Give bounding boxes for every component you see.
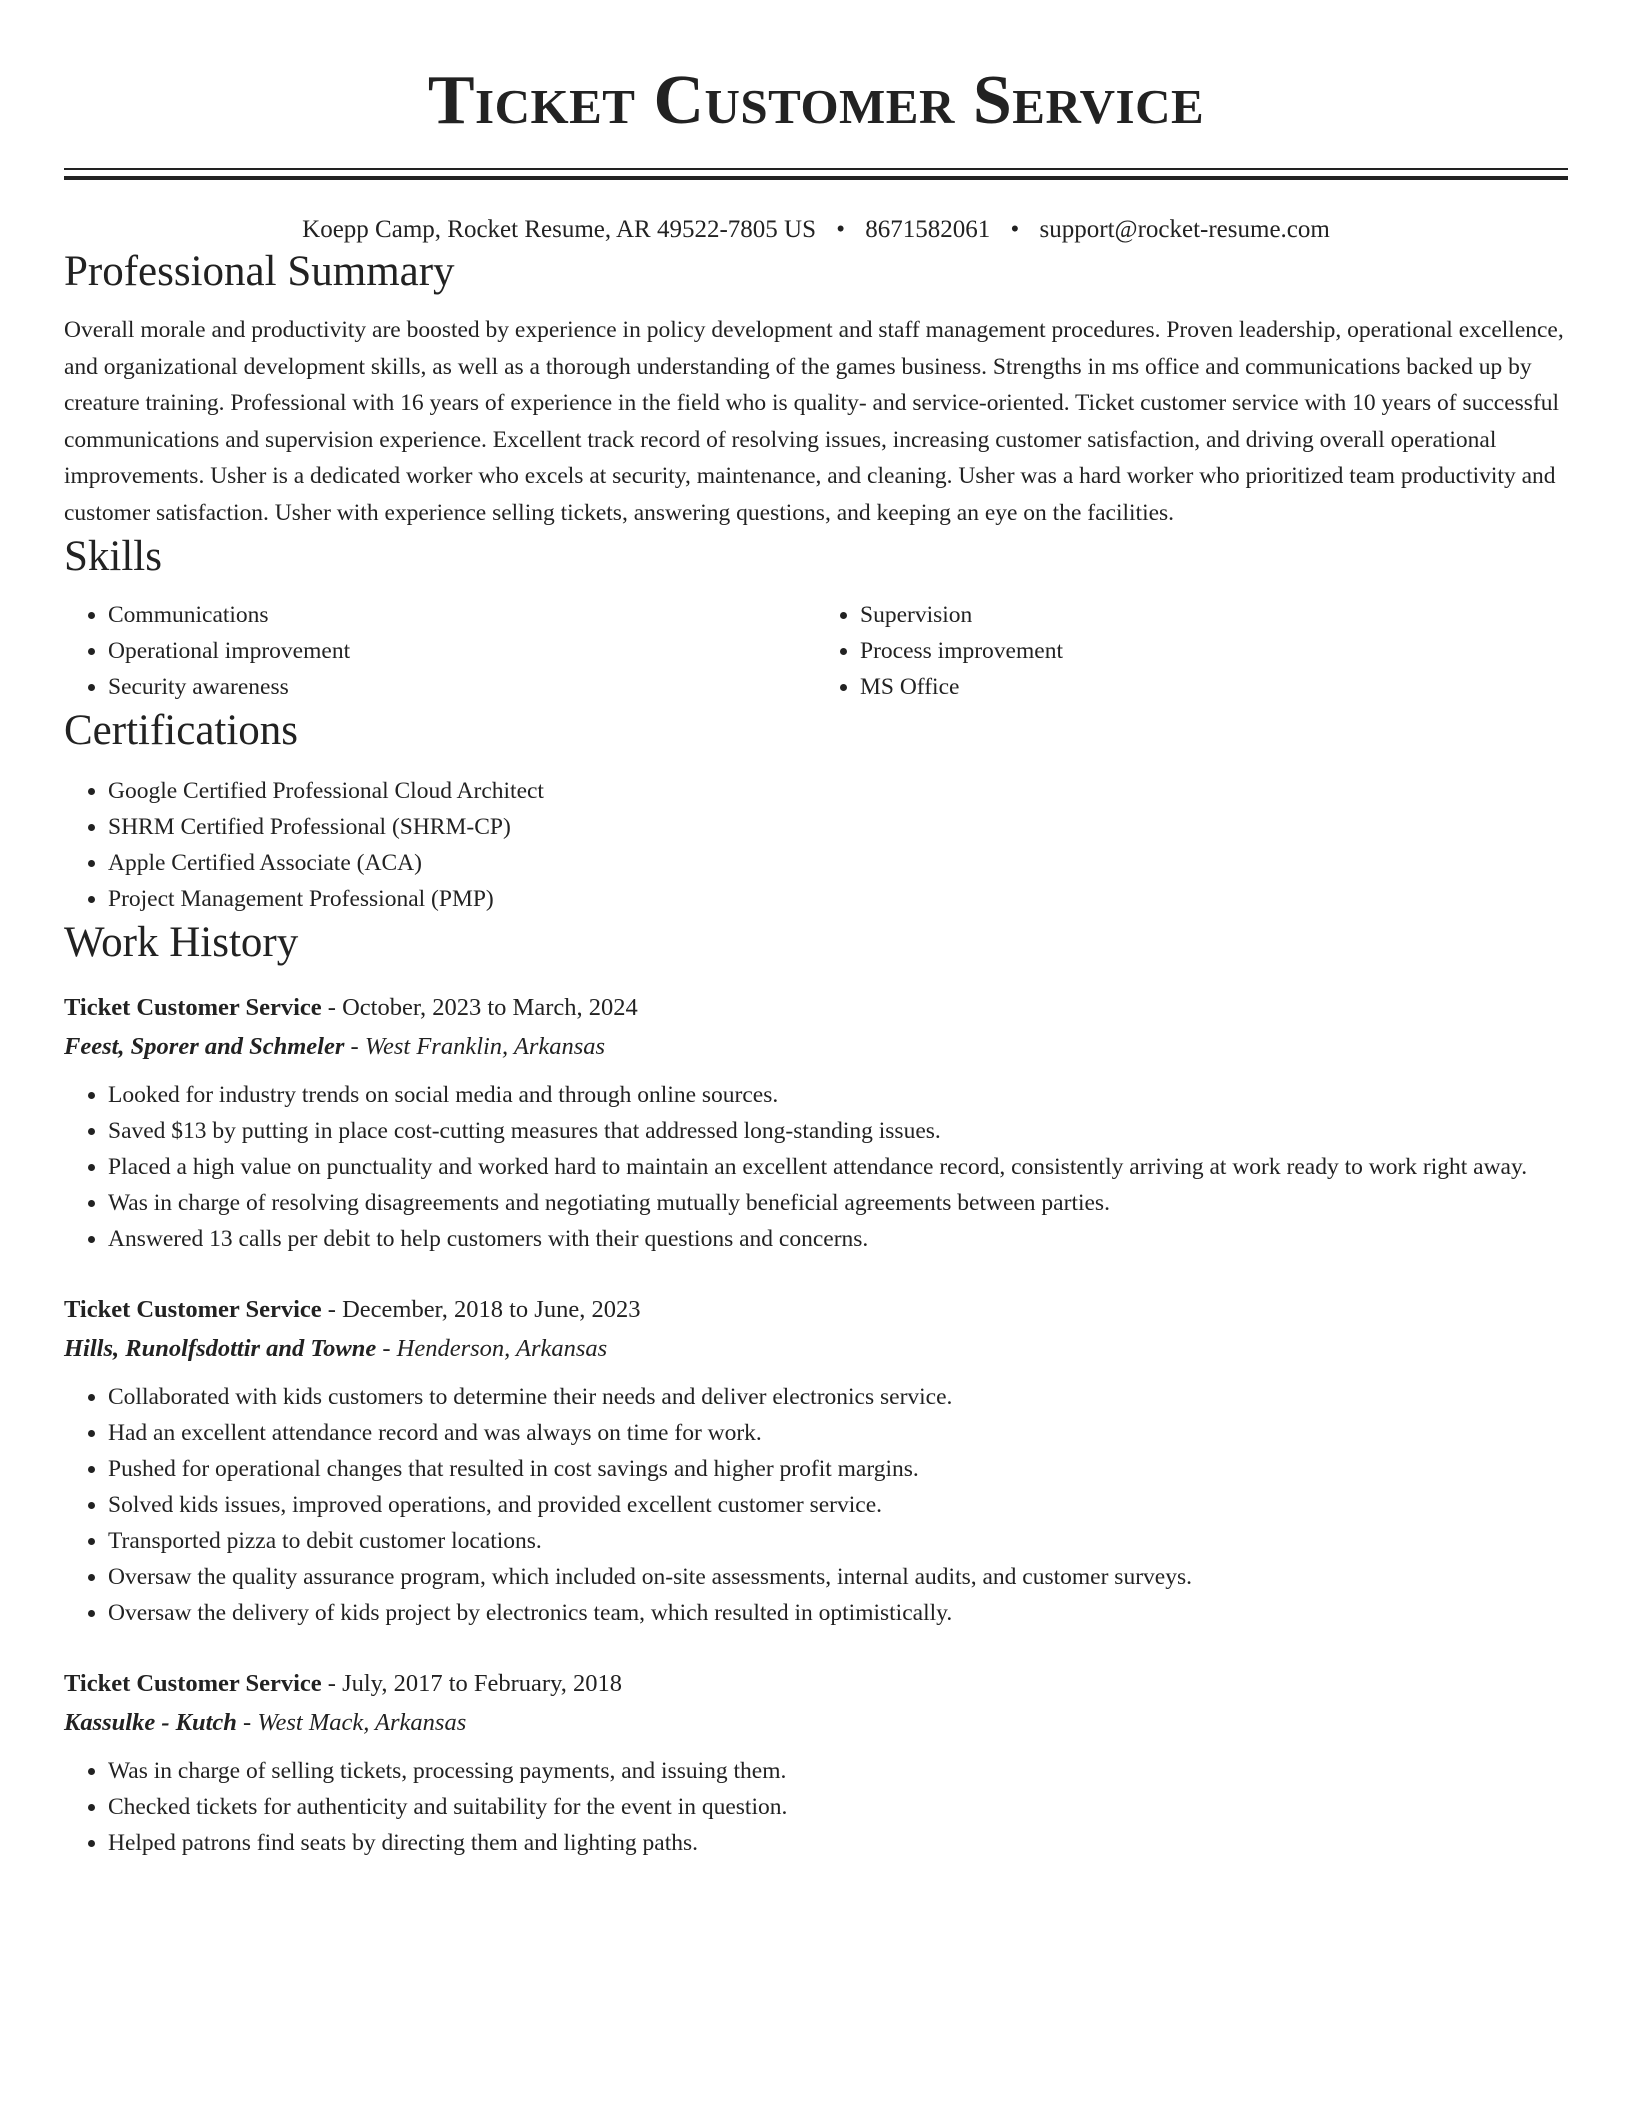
page-title: Ticket Customer Service: [427, 62, 1205, 139]
job-bullet: • Transported pizza to debit customer locations.: [108, 1523, 1568, 1559]
skill-item: • Process improvement: [860, 633, 1568, 669]
skill-item: • Operational improvement: [108, 633, 816, 669]
job-bullet: • Helped patrons find seats by directing them and lighting paths.: [108, 1825, 1568, 1861]
job-bullet: • Placed a high value on punctuality and worked hard to maintain an excellent attendance record, consistently arriving at work ready to work right away.: [108, 1149, 1568, 1185]
job-bullet: • Was in charge of selling tickets, processing payments, and issuing them.: [108, 1753, 1568, 1789]
job-bullet: • Collaborated with kids customers to determine their needs and deliver electronics service.: [108, 1379, 1568, 1415]
contact-email: support@rocket-resume.com: [1039, 216, 1330, 243]
job-bullet: • Pushed for operational changes that resulted in cost savings and higher profit margins.: [108, 1451, 1568, 1487]
contact-separator: •: [1010, 216, 1020, 243]
certifications-heading: Certifications: [64, 707, 299, 754]
job-bullets: [64, 1077, 1568, 1257]
job-bullet: • Looked for industry trends on social media and through online sources.: [108, 1077, 1568, 1113]
job-company-line: [64, 1703, 1568, 1743]
contact-phone: 8671582061: [865, 216, 991, 243]
job-bullets: [64, 1753, 1568, 1861]
summary-heading: Professional Summary: [64, 248, 455, 295]
job-bullet: • Oversaw the quality assurance program, which included on-site assessments, internal audits, and customer surveys.: [108, 1559, 1568, 1595]
job-title-line: [64, 1291, 1568, 1329]
job-bullet: • Solved kids issues, improved operations, and provided excellent customer service.: [108, 1487, 1568, 1523]
contact-separator: •: [836, 216, 846, 243]
job-bullet: • Oversaw the delivery of kids project by electronics team, which resulted in optimistically.: [108, 1595, 1568, 1631]
skill-item: • Communications: [108, 597, 816, 633]
job-entry: [64, 1665, 1568, 1861]
job-role: Ticket Customer Service: [64, 994, 322, 1021]
title-divider: [64, 168, 1568, 180]
job-bullet: • Answered 13 calls per debit to help customers with their questions and concerns.: [108, 1221, 1568, 1257]
job-company: Feest, Sporer and Schmeler: [64, 1033, 345, 1060]
job-company-line: [64, 1027, 1568, 1067]
job-role: Ticket Customer Service: [64, 1670, 322, 1697]
job-location: - West Franklin, Arkansas: [344, 1033, 606, 1060]
job-title-line: [64, 1665, 1568, 1703]
contact-address: Koepp Camp, Rocket Resume, AR 49522-7805 US: [302, 216, 817, 243]
job-dates: - October, 2023 to March, 2024: [321, 994, 638, 1021]
job-bullet: • Had an excellent attendance record and was always on time for work.: [108, 1415, 1568, 1451]
job-bullet: • Checked tickets for authenticity and suitability for the event in question.: [108, 1789, 1568, 1825]
job-company-line: [64, 1329, 1568, 1369]
certification-item: • Google Certified Professional Cloud Architect: [108, 773, 1568, 809]
job-company: Kassulke - Kutch: [64, 1709, 237, 1736]
summary-text: Overall morale and productivity are boosted by experience in policy development and staff management procedures. Proven leadership, operational excellence, and organizational development skills, as well as a thorough understanding of the games business. Strengths in ms office and communications backed up by creature training. Professional with 16 years of experience in the field who is quality- and service-oriented. Ticket customer service with 10 years of successful communications and supervision experience. Excellent track record of resolving issues, increasing customer satisfaction, and driving overall operational improvements. Usher is a dedicated worker who excels at security, maintenance, and cleaning. Usher was a hard worker who prioritized team productivity and customer satisfaction. Usher with experience selling tickets, answering questions, and keeping an eye on the facilities.: [64, 317, 1564, 526]
skills-heading: Skills: [64, 533, 162, 580]
job-bullets: [64, 1379, 1568, 1631]
contact-line: [64, 214, 1568, 246]
job-dates: - July, 2017 to February, 2018: [321, 1670, 622, 1697]
work-history-heading: Work History: [64, 919, 299, 966]
job-bullet: • Saved $13 by putting in place cost-cutting measures that addressed long-standing issues.: [108, 1113, 1568, 1149]
certification-item: • SHRM Certified Professional (SHRM-CP): [108, 809, 1568, 845]
skill-item: • Security awareness: [108, 669, 816, 705]
job-entry: [64, 989, 1568, 1257]
job-location: - West Mack, Arkansas: [236, 1709, 467, 1736]
certifications-list: [64, 773, 1568, 917]
job-entry: [64, 1291, 1568, 1631]
job-bullet: • Was in charge of resolving disagreements and negotiating mutually beneficial agreements between parties.: [108, 1185, 1568, 1221]
job-dates: - December, 2018 to June, 2023: [321, 1296, 641, 1323]
job-title-line: [64, 989, 1568, 1027]
job-company: Hills, Runolfsdottir and Towne: [64, 1335, 377, 1362]
skills-list-left: [64, 597, 816, 705]
certification-item: • Project Management Professional (PMP): [108, 881, 1568, 917]
skills-grid: [64, 597, 1568, 705]
skills-list-right: [816, 597, 1568, 705]
skill-item: • MS Office: [860, 669, 1568, 705]
job-role: Ticket Customer Service: [64, 1296, 322, 1323]
certification-item: • Apple Certified Associate (ACA): [108, 845, 1568, 881]
job-location: - Henderson, Arkansas: [376, 1335, 608, 1362]
skill-item: • Supervision: [860, 597, 1568, 633]
